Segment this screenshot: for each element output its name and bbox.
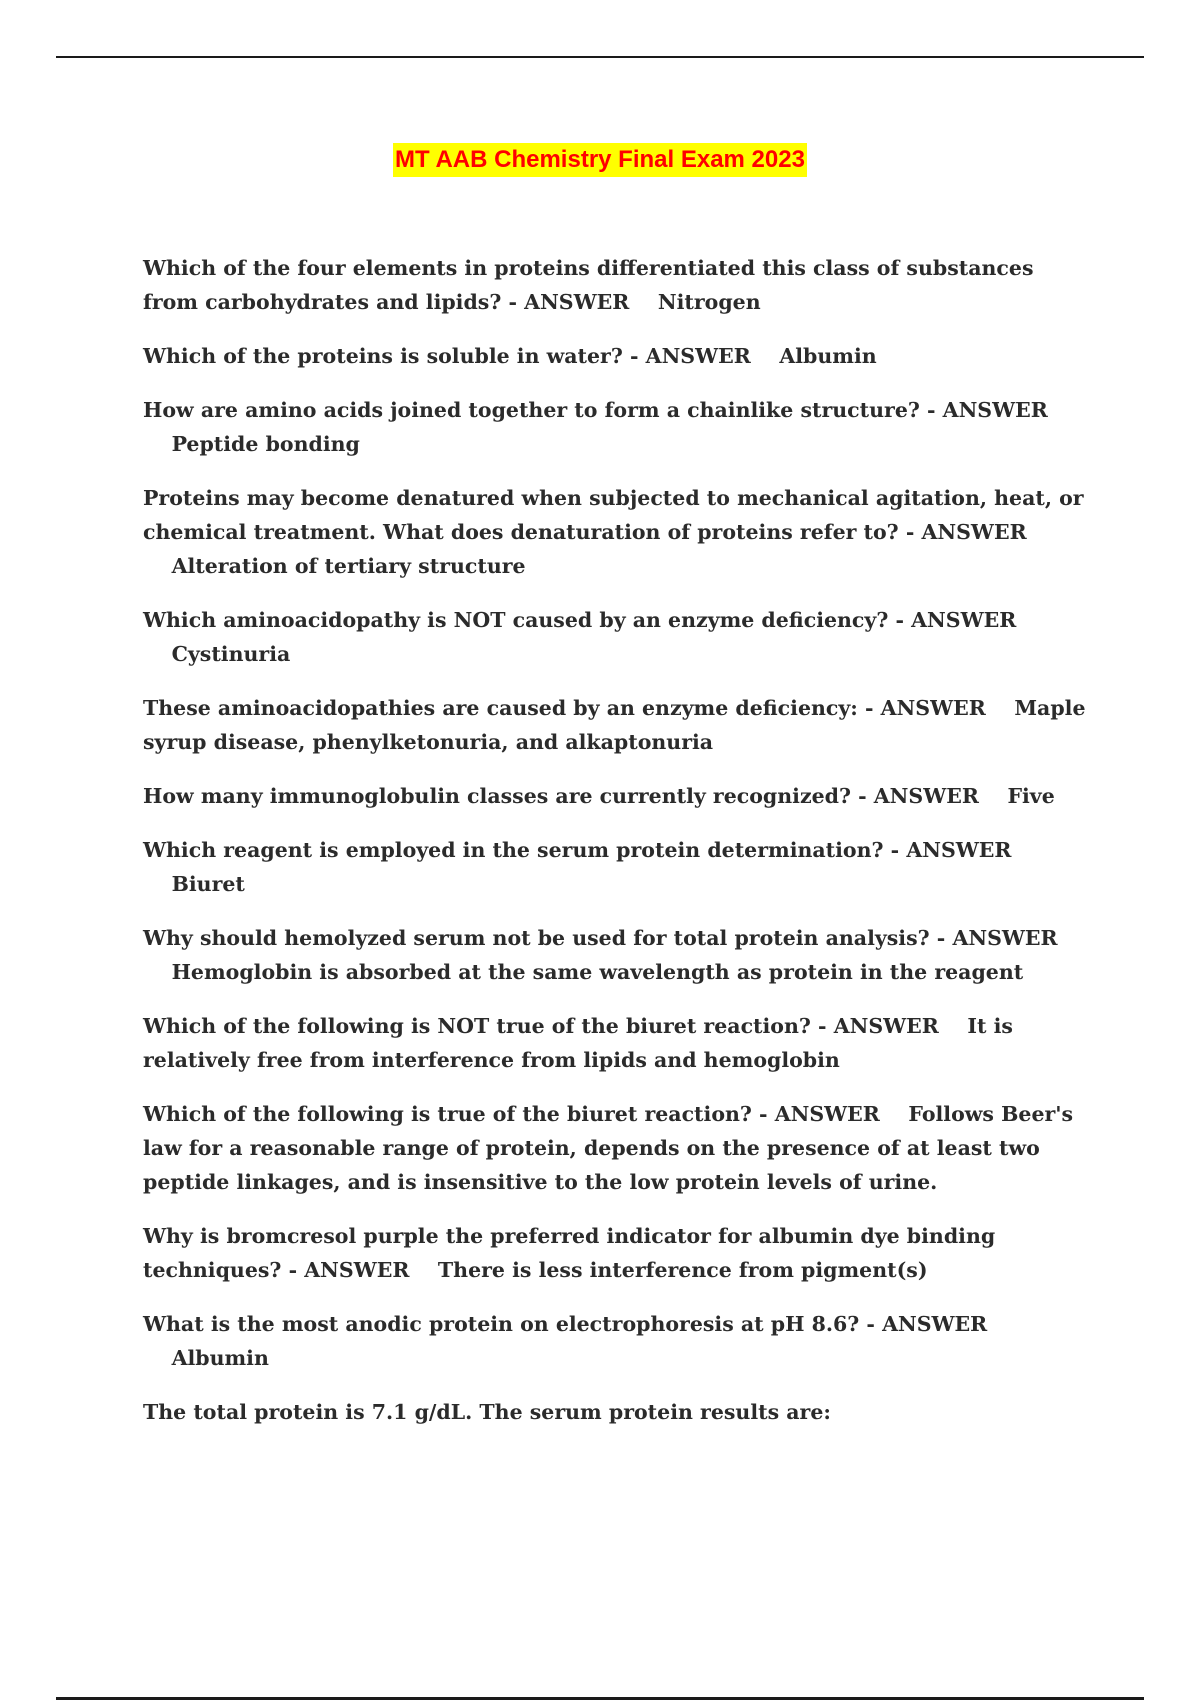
answer-marker: - ANSWER — [866, 1312, 988, 1336]
answer-text: Peptide bonding — [171, 432, 360, 456]
answer-marker: - ANSWER — [818, 1014, 939, 1038]
question-text: Which reagent is employed in the serum protein determination? — [143, 838, 884, 862]
qa-item — [143, 339, 1093, 373]
answer-text: Maple syrup disease, phenylketonuria, and alkaptonuria — [143, 696, 1086, 754]
qa-item — [143, 251, 1093, 319]
question-text: How are amino acids joined together to form a chainlike structure? — [143, 398, 920, 422]
question-text: What is the most anodic protein on electrophoresis at pH 8.6? — [143, 1312, 860, 1336]
qa-item — [143, 691, 1093, 759]
question-text: Why should hemolyzed serum not be used for total protein analysis? — [143, 926, 930, 950]
question-text: How many immunoglobulin classes are currently recognized? — [143, 784, 851, 808]
answer-marker: - ANSWER — [508, 290, 630, 314]
answer-marker: - ANSWER — [927, 398, 1048, 422]
answer-marker: - ANSWER — [865, 696, 986, 720]
question-text: Which of the proteins is soluble in water? — [143, 344, 623, 368]
question-text: Which aminoacidopathy is NOT caused by an enzyme deficiency? — [143, 608, 889, 632]
qa-item — [143, 833, 1093, 901]
question-text: Why is bromcresol purple the preferred indicator for albumin dye binding techniques? — [143, 1224, 996, 1282]
answer-text: Cystinuria — [171, 642, 291, 666]
qa-item — [143, 1009, 1093, 1077]
answer-text: Albumin — [779, 344, 877, 368]
qa-list — [143, 251, 1093, 1449]
answer-text: Five — [1007, 784, 1055, 808]
answer-text: Nitrogen — [657, 290, 761, 314]
header-rule — [56, 56, 1144, 58]
qa-item — [143, 1219, 1093, 1287]
question-text: Which of the four elements in proteins differentiated this class of substances from carbohydrates and lipids? — [143, 256, 1034, 314]
question-text: These aminoacidopathies are caused by an enzyme deficiency: — [143, 696, 858, 720]
qa-item — [143, 603, 1093, 671]
answer-marker: - ANSWER — [630, 344, 751, 368]
title-container — [0, 143, 1200, 177]
qa-item — [143, 921, 1093, 989]
answer-marker: - ANSWER — [759, 1102, 880, 1126]
question-text: Proteins may become denatured when subjected to mechanical agitation, heat, or chemical treatment. What does denaturation of proteins refer to? — [143, 486, 1084, 544]
answer-marker: - ANSWER — [936, 926, 1058, 950]
answer-text: Albumin — [171, 1346, 269, 1370]
answer-marker: - ANSWER — [905, 520, 1027, 544]
answer-text: Biuret — [171, 872, 245, 896]
qa-item — [143, 1097, 1093, 1199]
answer-text: Follows Beer's law for a reasonable range of protein, depends on the presence of at least two peptide linkages, and is insensitive to the low protein levels of urine. — [143, 1102, 1074, 1194]
answer-marker: - ANSWER — [858, 784, 979, 808]
answer-marker: - ANSWER — [288, 1258, 410, 1282]
document-title: MT AAB Chemistry Final Exam 2023 — [393, 143, 807, 177]
answer-text: There is less interference from pigment(s) — [437, 1258, 928, 1282]
qa-item — [143, 481, 1093, 583]
qa-item — [143, 393, 1093, 461]
answer-text: It is relatively free from interference from lipids and hemoglobin — [143, 1014, 1013, 1072]
question-text: Which of the following is true of the biuret reaction? — [143, 1102, 752, 1126]
qa-item — [143, 779, 1093, 813]
answer-text: Hemoglobin is absorbed at the same wavelength as protein in the reagent — [171, 960, 1024, 984]
answer-marker: - ANSWER — [895, 608, 1017, 632]
answer-marker: - ANSWER — [890, 838, 1012, 862]
trailing-question: The total protein is 7.1 g/dL. The serum protein results are: — [143, 1400, 831, 1424]
qa-item — [143, 1307, 1093, 1375]
answer-text: Alteration of tertiary structure — [171, 554, 526, 578]
question-text: Which of the following is NOT true of the biuret reaction? — [143, 1014, 811, 1038]
